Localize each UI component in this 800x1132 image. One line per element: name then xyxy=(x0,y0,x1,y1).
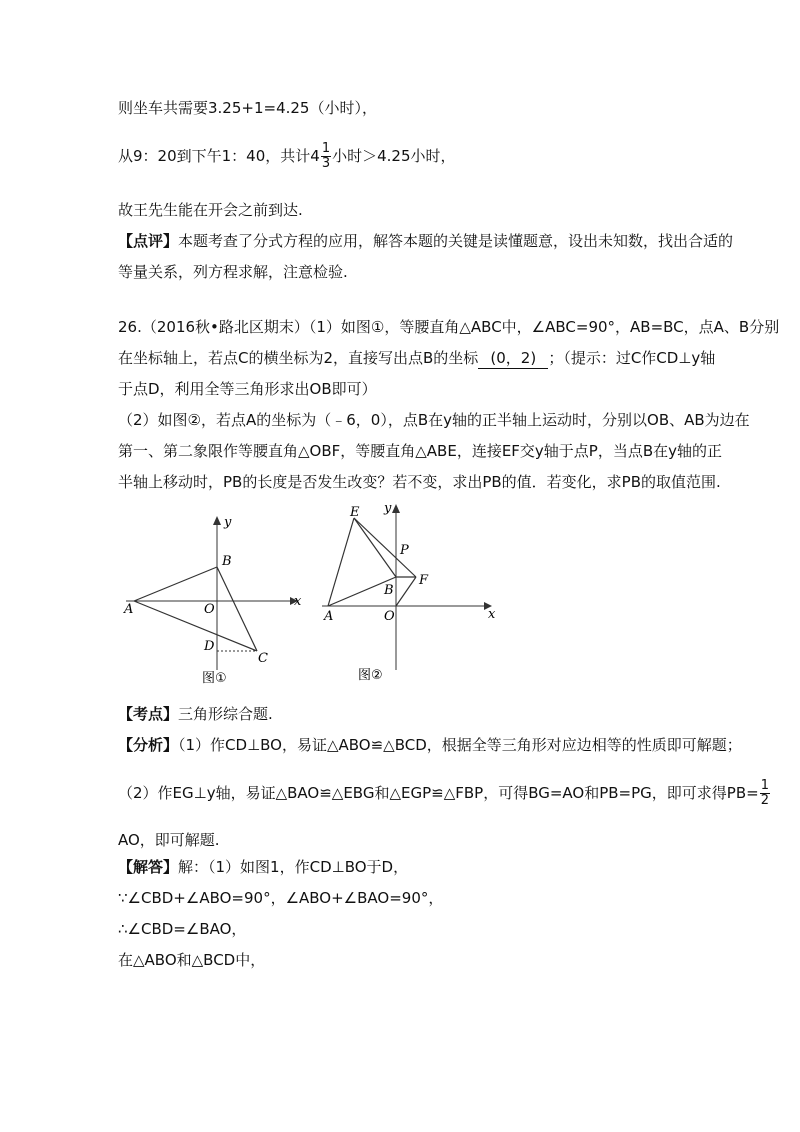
fig1-label-y: y xyxy=(224,515,232,530)
answer-line-2: ∵∠CBD+∠ABO=90°，∠ABO+∠BAO=90°， xyxy=(118,889,444,907)
fig2-label-y: y xyxy=(384,501,392,516)
solution-line-2 xyxy=(118,142,456,171)
comment-line-1 xyxy=(118,231,733,251)
fenxi-tag: 【分析】 xyxy=(118,736,179,754)
fig1-label-A: A xyxy=(124,602,134,617)
solution-line-1: 则坐车共需要3.25+1=4.25（小时）， xyxy=(118,99,377,117)
fig1-label-O: O xyxy=(204,602,215,617)
fig1-label-B: B xyxy=(222,554,232,569)
kaodian-text: 三角形综合题. xyxy=(178,705,273,723)
fig2-label-x: x xyxy=(488,607,496,622)
answer-blank: (0，2) xyxy=(478,348,548,369)
fig1-label-D: D xyxy=(204,639,215,654)
solution-line-2-text-b: 小时＞4.25小时， xyxy=(332,147,456,165)
fenxi-text-2: （2）作EG⊥y轴，易证△BAO≌△EBG和△EGP≌△FBP，可得BG=AO和PB=PG，即可求得PB= xyxy=(118,784,759,802)
answer-line-1 xyxy=(118,857,408,877)
fig1-y-arrow xyxy=(213,516,221,525)
problem-line-5: 第一、第二象限作等腰直角△OBF，等腰直角△ABE，连接EF交y轴于点P，当点B在y轴的正 xyxy=(118,442,723,460)
kaodian-line xyxy=(118,704,273,724)
fig2-label-E: E xyxy=(350,505,360,520)
problem-line-6: 半轴上移动时，PB的长度是否发生改变？若不变，求出PB的值．若变化，求PB的取值范围. xyxy=(118,473,721,491)
fig1-segment-BC xyxy=(217,567,257,651)
fenxi-line-2 xyxy=(118,779,771,808)
figure-2 xyxy=(316,496,500,686)
fig2-label-B: B xyxy=(384,583,394,598)
answer-text-1: 解：（1）如图1，作CD⊥BO于D， xyxy=(178,858,409,876)
answer-line-4: 在△ABO和△BCD中， xyxy=(118,951,266,969)
fig2-label-P: P xyxy=(400,543,409,558)
problem-line-2-text-b: ；（提示：过C作CD⊥y轴 xyxy=(548,349,716,367)
fig1-segment-AB xyxy=(134,567,217,601)
problem-line-1: 26.（2016秋•路北区期末）（1）如图①，等腰直角△ABC中，∠ABC=90°，AB=BC，点A、B分别 xyxy=(118,318,780,336)
fig2-label-A: A xyxy=(324,609,334,624)
comment-line-2: 等量关系，列方程求解，注意检验. xyxy=(118,263,348,281)
answer-tag: 【解答】 xyxy=(118,858,179,876)
fig1-caption: 图① xyxy=(202,671,227,686)
fenxi-line-3: AO，即可解题. xyxy=(118,831,220,849)
figure-1 xyxy=(118,510,318,686)
fig2-segment-OF xyxy=(396,577,416,606)
fig2-label-F: F xyxy=(419,573,429,588)
fig2-label-O: O xyxy=(384,609,395,624)
fig2-y-arrow xyxy=(392,504,400,513)
fenxi-text-1: （1）作CD⊥BO，易证△ABO≌△BCD，根据全等三角形对应边相等的性质即可解题； xyxy=(178,736,742,754)
solution-line-3: 故王先生能在开会之前到达. xyxy=(118,201,303,219)
fig1-segment-AC xyxy=(134,601,257,651)
comment-tag: 【点评】 xyxy=(118,232,179,250)
kaodian-tag: 【考点】 xyxy=(118,705,179,723)
fig1-label-x: x xyxy=(294,594,302,609)
fenxi-line-1 xyxy=(118,735,742,755)
problem-line-4: （2）如图②，若点A的坐标为（﹣6，0），点B在y轴的正半轴上运动时，分别以OB、AB为边在 xyxy=(118,411,750,429)
fig2-segment-AE xyxy=(328,518,354,606)
fig2-segment-EB xyxy=(354,518,396,577)
problem-line-3: 于点D，利用全等三角形求出OB即可） xyxy=(118,380,377,398)
fig1-label-C: C xyxy=(258,651,268,666)
problem-line-2 xyxy=(118,348,715,369)
fraction-one-third: $\frac{1}{3}$ xyxy=(321,141,331,171)
problem-line-2-text-a: 在坐标轴上，若点C的横坐标为2，直接写出点B的坐标 xyxy=(118,349,479,367)
answer-line-3: ∴∠CBD=∠BAO， xyxy=(118,920,247,938)
fig2-caption: 图② xyxy=(358,668,383,683)
fraction-one-half: $\frac{1}{2}$ xyxy=(760,778,769,808)
solution-line-2-text-a: 从9：20到下午1：40，共计4 xyxy=(118,147,320,165)
comment-text-1: 本题考查了分式方程的应用，解答本题的关键是读懂题意，设出未知数，找出合适的 xyxy=(178,232,734,250)
